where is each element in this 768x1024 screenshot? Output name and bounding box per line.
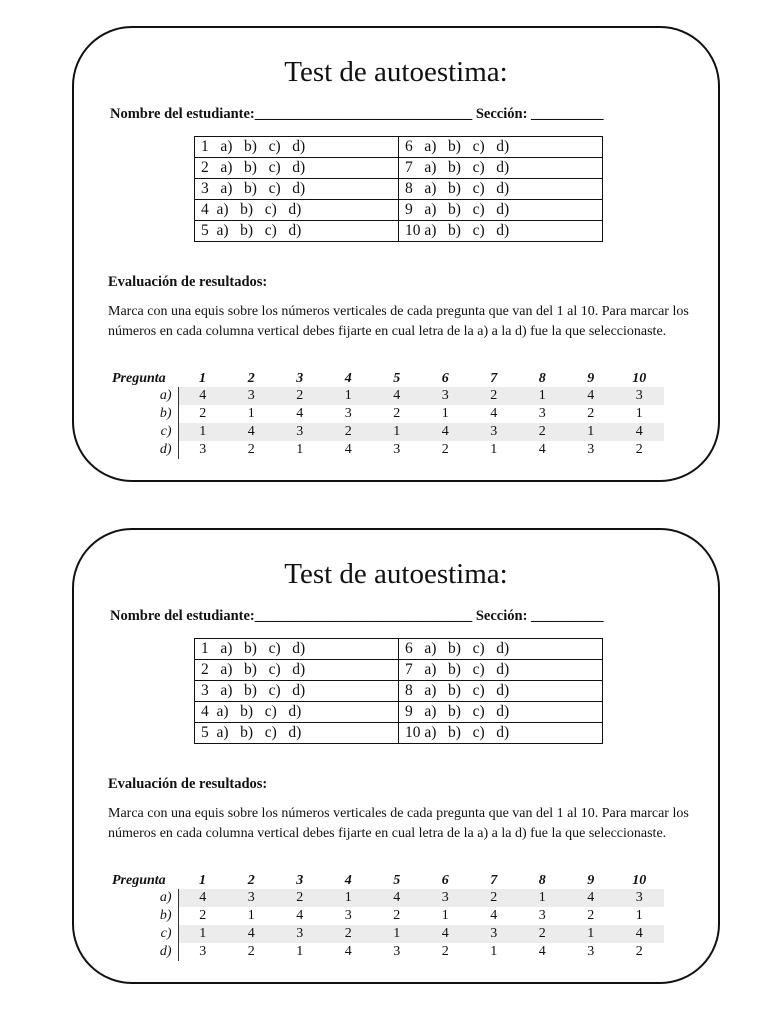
score-cell: 3 [227, 889, 276, 907]
question-number: 10 [632, 370, 647, 386]
results-row [110, 889, 664, 907]
answer-row [195, 158, 603, 179]
answer-cell: 9 a) b) c) d) [399, 702, 603, 723]
answer-row [195, 200, 603, 221]
results-table [110, 370, 664, 459]
question-number: 7 [490, 370, 498, 386]
question-number: 1 [199, 872, 206, 888]
test-card [72, 26, 720, 482]
option-label: c) [110, 423, 178, 441]
score-cell: 1 [441, 908, 449, 923]
answer-row [195, 221, 603, 242]
score-cell: 3 [470, 423, 519, 441]
answer-row [195, 660, 603, 681]
results-row [110, 423, 664, 441]
score-cell: 4 [373, 387, 422, 405]
score-cell: 3 [276, 423, 325, 441]
score-cell: 1 [518, 889, 567, 907]
results-row [110, 943, 664, 961]
answer-cell: 6 a) b) c) d) [399, 639, 603, 660]
score-cell: 2 [247, 944, 255, 959]
score-cell: 1 [567, 925, 616, 943]
score-cell: 3 [199, 944, 207, 959]
answer-cell: 7 a) b) c) d) [399, 660, 603, 681]
answer-row [195, 137, 603, 158]
answer-row [195, 639, 603, 660]
answer-cell: 2 a) b) c) d) [195, 158, 399, 179]
results-header-row [110, 370, 664, 387]
option-label: a) [110, 889, 178, 907]
answer-cell: 3 a) b) c) d) [195, 681, 399, 702]
score-cell: 3 [393, 944, 401, 959]
score-cell: 2 [470, 387, 519, 405]
answer-cell: 4 a) b) c) d) [195, 200, 399, 221]
score-cell: 1 [373, 925, 422, 943]
score-cell: 4 [615, 925, 664, 943]
score-cell: 1 [247, 908, 255, 923]
score-cell: 1 [567, 423, 616, 441]
results-row [110, 387, 664, 405]
score-cell: 3 [587, 442, 595, 457]
score-cell: 3 [227, 387, 276, 405]
score-cell: 1 [178, 423, 227, 441]
score-cell: 3 [393, 442, 401, 457]
score-cell: 3 [470, 925, 519, 943]
answer-row [195, 723, 603, 744]
score-cell: 2 [393, 908, 401, 923]
results-corner-label: Pregunta [112, 872, 166, 888]
results-header-row [110, 872, 664, 889]
evaluation-heading: Evaluación de resultados: [108, 274, 268, 290]
score-cell: 1 [441, 406, 449, 421]
answer-cell: 8 a) b) c) d) [399, 179, 603, 200]
answer-row [195, 702, 603, 723]
question-number: 6 [441, 370, 449, 386]
score-cell: 1 [490, 944, 498, 959]
score-cell: 1 [518, 387, 567, 405]
answer-cell: 5 a) b) c) d) [195, 221, 399, 242]
score-cell: 1 [296, 944, 304, 959]
score-cell: 3 [344, 908, 352, 923]
score-cell: 4 [296, 406, 304, 421]
score-cell: 4 [178, 889, 227, 907]
results-row [110, 441, 664, 459]
score-cell: 3 [538, 908, 546, 923]
answer-cell: 4 a) b) c) d) [195, 702, 399, 723]
question-number: 8 [538, 370, 546, 386]
score-cell: 4 [490, 908, 498, 923]
student-name-section-line: Nombre del estudiante:______________________________ Sección: __________ [110, 106, 604, 122]
question-number: 7 [490, 872, 498, 888]
question-number: 5 [393, 370, 401, 386]
test-title: Test de autoestima: [284, 558, 508, 590]
question-number: 9 [587, 872, 595, 888]
score-cell: 4 [296, 908, 304, 923]
score-cell: 1 [490, 442, 498, 457]
answer-cell: 1 a) b) c) d) [195, 639, 399, 660]
option-label: c) [110, 925, 178, 943]
answer-cell: 10 a) b) c) d) [399, 723, 603, 744]
question-number: 4 [344, 370, 352, 386]
question-number: 6 [441, 872, 449, 888]
results-row [110, 907, 664, 925]
score-cell: 4 [178, 387, 227, 405]
score-cell: 1 [373, 423, 422, 441]
score-cell: 2 [199, 908, 207, 923]
option-label: b) [110, 907, 178, 925]
score-cell: 3 [421, 387, 470, 405]
score-cell: 2 [199, 406, 207, 421]
score-cell: 2 [247, 442, 255, 457]
score-cell: 2 [324, 423, 373, 441]
option-label: b) [110, 405, 178, 423]
score-cell: 3 [344, 406, 352, 421]
score-cell: 4 [567, 889, 616, 907]
results-row [110, 925, 664, 943]
score-cell: 2 [441, 442, 449, 457]
answer-sheet-table [194, 638, 603, 744]
score-cell: 3 [615, 387, 664, 405]
score-cell: 4 [373, 889, 422, 907]
question-number: 1 [199, 370, 206, 386]
score-cell: 4 [421, 925, 470, 943]
test-card [72, 528, 720, 984]
answer-row [195, 681, 603, 702]
question-number: 10 [632, 872, 647, 888]
score-cell: 4 [538, 442, 546, 457]
question-number: 5 [393, 872, 401, 888]
score-cell: 4 [344, 944, 352, 959]
question-number: 3 [296, 872, 304, 888]
score-cell: 1 [296, 442, 304, 457]
score-cell: 2 [587, 406, 595, 421]
question-number: 4 [344, 872, 352, 888]
score-cell: 4 [344, 442, 352, 457]
test-title: Test de autoestima: [284, 56, 508, 88]
answer-row [195, 179, 603, 200]
instructions-paragraph: Marca con una equis sobre los números verticales de cada pregunta que van del 1 al 10. Para marcar los números en cada columna vertical debes fijarte en cual letra de la a) a la d) fue la que seleccionaste. [108, 304, 689, 339]
score-cell: 2 [587, 908, 595, 923]
score-cell: 2 [276, 387, 325, 405]
score-cell: 2 [393, 406, 401, 421]
score-cell: 4 [615, 423, 664, 441]
score-cell: 2 [470, 889, 519, 907]
score-cell: 1 [635, 406, 643, 421]
option-label: d) [110, 441, 178, 459]
score-cell: 1 [635, 908, 643, 923]
score-cell: 4 [227, 925, 276, 943]
score-cell: 4 [227, 423, 276, 441]
score-cell: 4 [567, 387, 616, 405]
score-cell: 4 [538, 944, 546, 959]
question-number: 2 [247, 370, 255, 386]
score-cell: 1 [178, 925, 227, 943]
results-corner-label: Pregunta [112, 370, 166, 386]
answer-cell: 2 a) b) c) d) [195, 660, 399, 681]
answer-cell: 10 a) b) c) d) [399, 221, 603, 242]
score-cell: 2 [324, 925, 373, 943]
evaluation-heading: Evaluación de resultados: [108, 776, 268, 792]
answer-cell: 7 a) b) c) d) [399, 158, 603, 179]
answer-sheet-table [194, 136, 603, 242]
option-label: d) [110, 943, 178, 961]
score-cell: 3 [538, 406, 546, 421]
score-cell: 3 [421, 889, 470, 907]
results-table [110, 872, 664, 961]
question-number: 3 [296, 370, 304, 386]
score-cell: 4 [421, 423, 470, 441]
score-cell: 3 [199, 442, 207, 457]
question-number: 9 [587, 370, 595, 386]
score-cell: 2 [635, 442, 643, 457]
results-row [110, 405, 664, 423]
score-cell: 2 [518, 423, 567, 441]
score-cell: 1 [324, 387, 373, 405]
instructions-paragraph: Marca con una equis sobre los números verticales de cada pregunta que van del 1 al 10. Para marcar los números en cada columna vertical debes fijarte en cual letra de la a) a la d) fue la que seleccionaste. [108, 806, 689, 841]
score-cell: 3 [615, 889, 664, 907]
student-name-section-line: Nombre del estudiante:______________________________ Sección: __________ [110, 608, 604, 624]
score-cell: 3 [276, 925, 325, 943]
option-label: a) [110, 387, 178, 405]
score-cell: 2 [276, 889, 325, 907]
question-number: 8 [538, 872, 546, 888]
answer-cell: 3 a) b) c) d) [195, 179, 399, 200]
score-cell: 2 [635, 944, 643, 959]
answer-cell: 9 a) b) c) d) [399, 200, 603, 221]
answer-cell: 5 a) b) c) d) [195, 723, 399, 744]
score-cell: 1 [247, 406, 255, 421]
score-cell: 3 [587, 944, 595, 959]
answer-cell: 8 a) b) c) d) [399, 681, 603, 702]
score-cell: 4 [490, 406, 498, 421]
score-cell: 2 [518, 925, 567, 943]
answer-cell: 6 a) b) c) d) [399, 137, 603, 158]
score-cell: 2 [441, 944, 449, 959]
score-cell: 1 [324, 889, 373, 907]
question-number: 2 [247, 872, 255, 888]
answer-cell: 1 a) b) c) d) [195, 137, 399, 158]
